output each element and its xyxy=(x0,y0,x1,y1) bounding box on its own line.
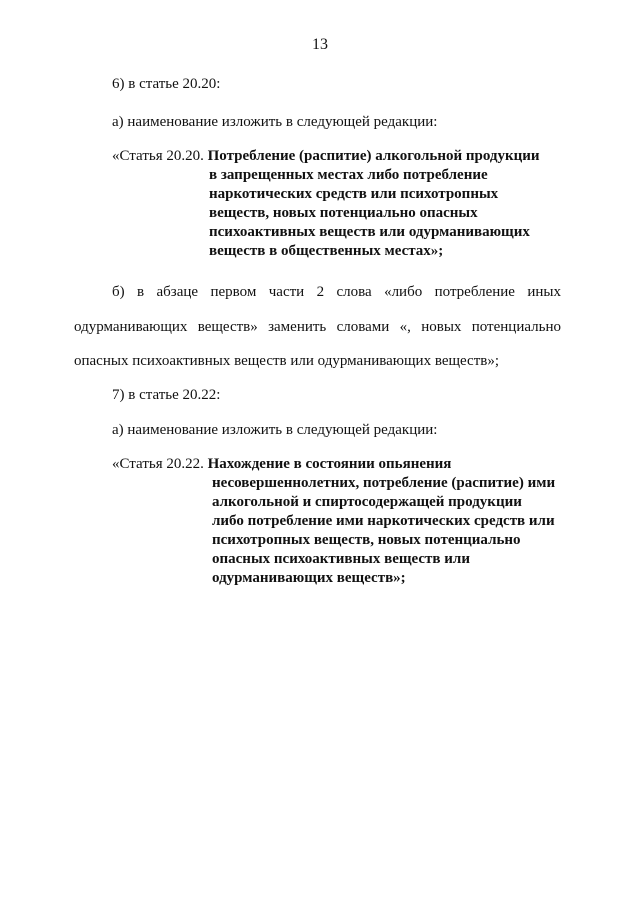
article-title-line: психоактивных веществ или одурманивающих xyxy=(209,224,530,240)
paragraph-line: опасных психоактивных веществ или одурманивающих веществ»; xyxy=(74,353,500,369)
article-title-line: наркотических средств или психотропных xyxy=(209,186,499,202)
page-number: 13 xyxy=(312,36,328,53)
article-title-line: Потребление (распитие) алкогольной продукции xyxy=(207,148,540,164)
article-title-line: либо потребление ими наркотических средств или xyxy=(212,513,555,529)
article-title-line: в запрещенных местах либо потребление xyxy=(209,167,488,183)
article-prefix: «Статья 20.22. xyxy=(112,456,204,472)
paragraph-line: б) в абзаце первом части 2 слова «либо потребление иных xyxy=(112,284,561,300)
article-heading-line xyxy=(112,455,451,473)
article-heading-line xyxy=(112,147,540,165)
paragraph-line: одурманивающих веществ» заменить словами «, новых потенциально xyxy=(74,319,561,335)
subitem-a-text-2: а) наименование изложить в следующей редакции: xyxy=(112,422,438,438)
article-title-line: одурманивающих веществ»; xyxy=(212,570,406,586)
article-prefix: «Статья 20.20. xyxy=(112,148,204,164)
subitem-a-text: а) наименование изложить в следующей редакции: xyxy=(112,114,438,130)
article-title-line: опасных психоактивных веществ или xyxy=(212,551,470,567)
article-title-line: несовершеннолетних, потребление (распитие) ими xyxy=(212,475,556,491)
article-title-line: Нахождение в состоянии опьянения xyxy=(207,456,452,472)
article-title-line: алкогольной и спиртосодержащей продукции xyxy=(212,494,522,510)
article-title-line: веществ, новых потенциально опасных xyxy=(209,205,478,221)
item-7-heading: 7) в статье 20.22: xyxy=(112,387,221,403)
article-title-line: психотропных веществ, новых потенциально xyxy=(212,532,521,548)
item-6-heading: 6) в статье 20.20: xyxy=(112,76,221,92)
article-title-line: веществ в общественных местах»; xyxy=(209,243,444,259)
